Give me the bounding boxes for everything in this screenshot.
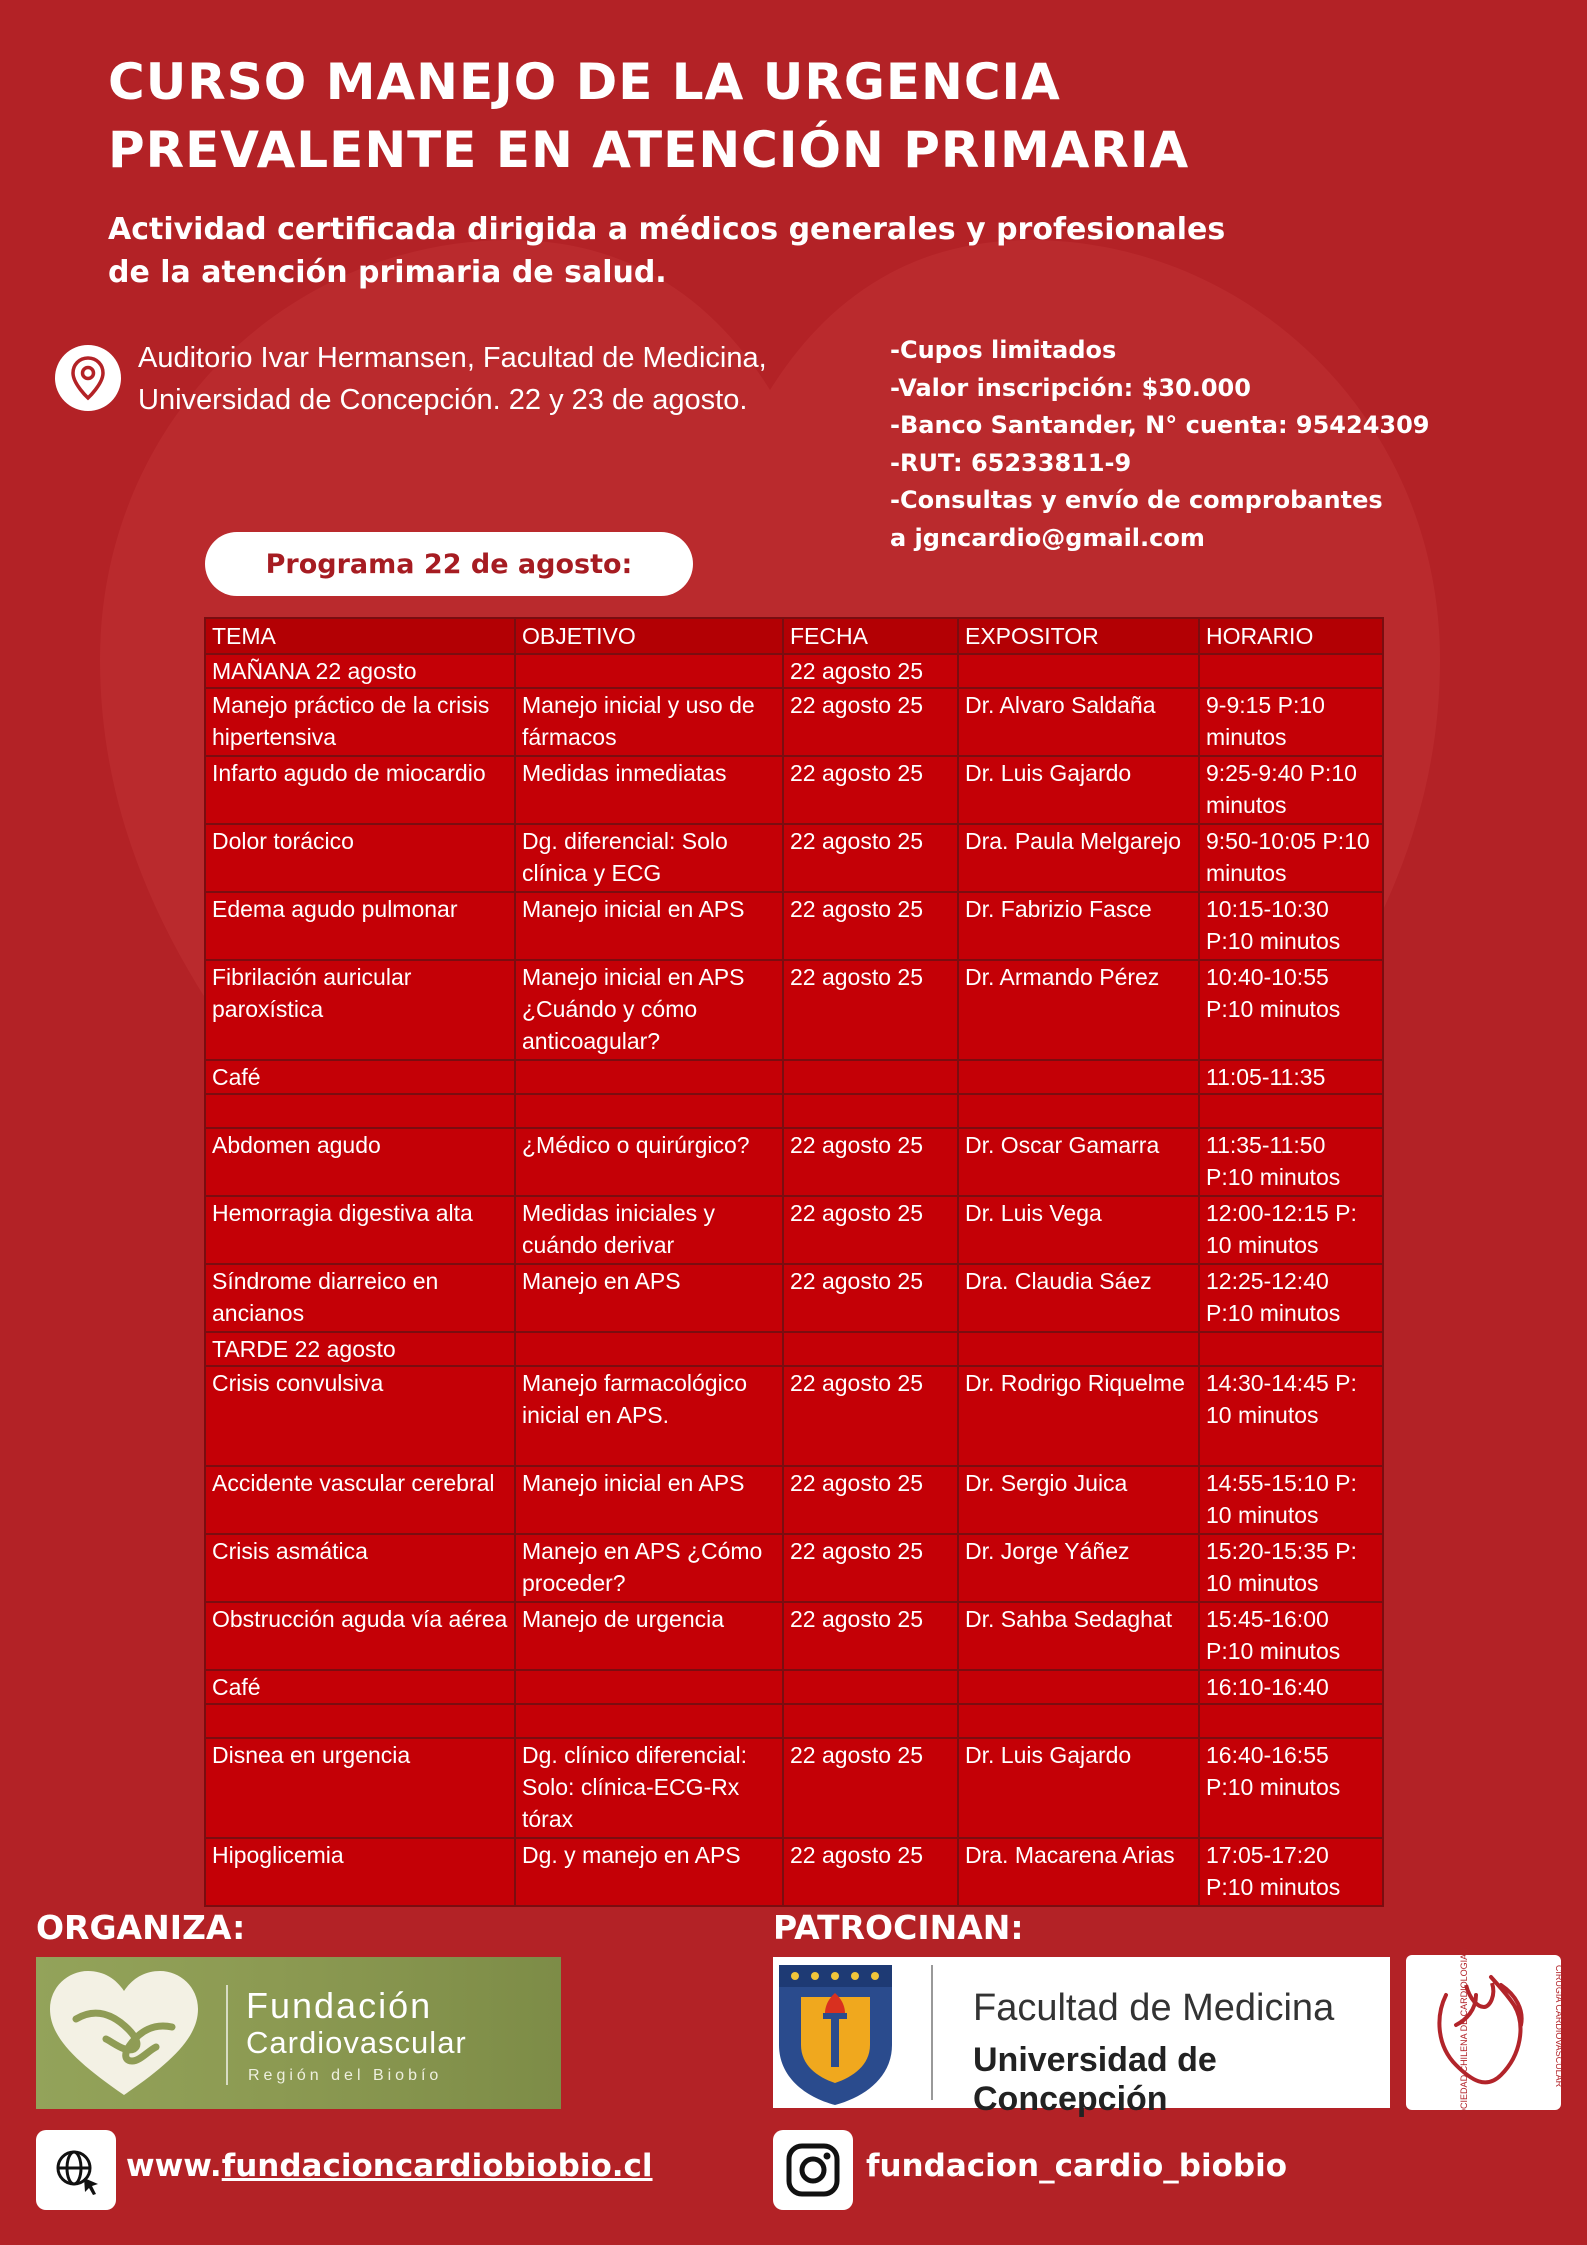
cell-tema: Edema agudo pulmonar bbox=[205, 892, 515, 960]
udec-faculty: Facultad de Medicina bbox=[973, 1987, 1335, 2029]
cell-objetivo: Manejo inicial en APS bbox=[515, 1466, 783, 1534]
table-row bbox=[205, 1196, 1383, 1264]
cell-tema: Manejo práctico de la crisis hipertensiva bbox=[205, 688, 515, 756]
cell-tema: Accidente vascular cerebral bbox=[205, 1466, 515, 1534]
cell-tema: Hemorragia digestiva alta bbox=[205, 1196, 515, 1264]
cell-fecha: 22 agosto 25 bbox=[783, 1602, 958, 1670]
cell-horario: 14:30-14:45 P: 10 minutos bbox=[1199, 1366, 1383, 1466]
location-pin-icon bbox=[55, 345, 121, 411]
subtitle-line-1: Actividad certificada dirigida a médicos generales y profesionales bbox=[108, 212, 1226, 247]
header-tema: TEMA bbox=[205, 618, 515, 654]
cell-tema: Crisis asmática bbox=[205, 1534, 515, 1602]
cell-expositor bbox=[958, 1704, 1199, 1738]
table-row bbox=[205, 1128, 1383, 1196]
website-prefix: www. bbox=[126, 2148, 222, 2184]
logo-divider bbox=[226, 1985, 228, 2085]
cell-horario bbox=[1199, 654, 1383, 688]
cell-tema: Síndrome diarreico en ancianos bbox=[205, 1264, 515, 1332]
table-row bbox=[205, 756, 1383, 824]
table-row bbox=[205, 1738, 1383, 1838]
cell-fecha: 22 agosto 25 bbox=[783, 688, 958, 756]
title-line-1: CURSO MANEJO DE LA URGENCIA bbox=[108, 53, 1061, 111]
cell-expositor bbox=[958, 654, 1199, 688]
cell-tema bbox=[205, 1704, 515, 1738]
cell-tema: Disnea en urgencia bbox=[205, 1738, 515, 1838]
cell-objetivo bbox=[515, 1704, 783, 1738]
cell-fecha: 22 agosto 25 bbox=[783, 1466, 958, 1534]
cell-expositor: Dr. Sergio Juica bbox=[958, 1466, 1199, 1534]
cell-fecha: 22 agosto 25 bbox=[783, 1196, 958, 1264]
cell-objetivo: Manejo de urgencia bbox=[515, 1602, 783, 1670]
website-domain: fundacioncardiobiobio.cl bbox=[221, 2148, 653, 2184]
table-row bbox=[205, 892, 1383, 960]
cell-fecha: 22 agosto 25 bbox=[783, 1838, 958, 1906]
cell-tema: Café bbox=[205, 1670, 515, 1704]
cell-expositor bbox=[958, 1060, 1199, 1094]
cell-fecha: 22 agosto 25 bbox=[783, 960, 958, 1060]
cell-tema: MAÑANA 22 agosto bbox=[205, 654, 515, 688]
cell-horario: 12:25-12:40 P:10 minutos bbox=[1199, 1264, 1383, 1332]
cell-fecha: 22 agosto 25 bbox=[783, 756, 958, 824]
cell-expositor bbox=[958, 1332, 1199, 1366]
cell-fecha bbox=[783, 1670, 958, 1704]
table-row bbox=[205, 960, 1383, 1060]
cell-horario bbox=[1199, 1704, 1383, 1738]
fundacion-cardiovascular-logo bbox=[36, 1957, 561, 2109]
cell-horario bbox=[1199, 1332, 1383, 1366]
program-date-label: Programa 22 de agosto: bbox=[205, 532, 693, 596]
table-row-spacer bbox=[205, 1094, 1383, 1128]
cell-objetivo bbox=[515, 1670, 783, 1704]
info-line: -RUT: 65233811-9 bbox=[890, 448, 1132, 477]
table-row bbox=[205, 824, 1383, 892]
table-row bbox=[205, 1670, 1383, 1704]
fundacion-name-line-2: Cardiovascular bbox=[246, 2025, 467, 2060]
cell-objetivo: Dg. diferencial: Solo clínica y ECG bbox=[515, 824, 783, 892]
cell-horario: 10:15-10:30 P:10 minutos bbox=[1199, 892, 1383, 960]
location-line-1: Auditorio Ivar Hermansen, Facultad de Medicina, bbox=[138, 342, 767, 374]
cell-objetivo: Manejo inicial en APS ¿Cuándo y cómo anticoagular? bbox=[515, 960, 783, 1060]
table-row bbox=[205, 1838, 1383, 1906]
info-line: -Cupos limitados bbox=[890, 336, 1117, 364]
cell-tema: TARDE 22 agosto bbox=[205, 1332, 515, 1366]
table-row bbox=[205, 654, 1383, 688]
cell-tema: Crisis convulsiva bbox=[205, 1366, 515, 1466]
sochicar-text-a: SOCIEDAD CHILENA DE CARDIOLOGIA Y bbox=[1458, 1946, 1469, 2122]
cell-horario: 14:55-15:10 P: 10 minutos bbox=[1199, 1466, 1383, 1534]
registration-info bbox=[890, 332, 1570, 557]
patrocinan-label: PATROCINAN: bbox=[773, 1908, 1024, 1947]
course-title bbox=[108, 48, 1189, 184]
sochicar-logo bbox=[1406, 1946, 1565, 2122]
cell-expositor: Dr. Fabrizio Fasce bbox=[958, 892, 1199, 960]
cell-expositor: Dr. Alvaro Saldaña bbox=[958, 688, 1199, 756]
cell-objetivo: Dg. y manejo en APS bbox=[515, 1838, 783, 1906]
website-link[interactable] bbox=[126, 2148, 653, 2184]
cell-objetivo: Medidas inmediatas bbox=[515, 756, 783, 824]
fundacion-region: Región del Biobío bbox=[248, 2067, 443, 2084]
cell-tema bbox=[205, 1094, 515, 1128]
cell-objetivo: Medidas iniciales y cuándo derivar bbox=[515, 1196, 783, 1264]
header-horario: HORARIO bbox=[1199, 618, 1383, 654]
course-subtitle bbox=[108, 208, 1258, 294]
cell-fecha: 22 agosto 25 bbox=[783, 1264, 958, 1332]
heart-outline-icon bbox=[1406, 1955, 1561, 2110]
cell-horario: 10:40-10:55 P:10 minutos bbox=[1199, 960, 1383, 1060]
cell-expositor: Dr. Rodrigo Riquelme bbox=[958, 1366, 1199, 1466]
cell-tema: Hipoglicemia bbox=[205, 1838, 515, 1906]
info-line: -Valor inscripción: $30.000 bbox=[890, 373, 1251, 402]
cell-horario: 11:05-11:35 bbox=[1199, 1060, 1383, 1094]
info-line-email: a jgncardio@gmail.com bbox=[890, 523, 1205, 552]
cell-horario: 9:25-9:40 P:10 minutos bbox=[1199, 756, 1383, 824]
cell-expositor: Dr. Luis Gajardo bbox=[958, 1738, 1199, 1838]
udec-university: Universidad de Concepción bbox=[973, 2041, 1217, 2118]
info-line: -Banco Santander, N° cuenta: 95424309 bbox=[890, 411, 1430, 439]
table-row bbox=[205, 688, 1383, 756]
info-line: -Consultas y envío de comprobantes bbox=[890, 486, 1383, 514]
instagram-icon bbox=[773, 2130, 853, 2210]
web-globe-icon bbox=[36, 2130, 116, 2210]
cell-horario: 12:00-12:15 P: 10 minutos bbox=[1199, 1196, 1383, 1264]
header-objetivo: OBJETIVO bbox=[515, 618, 783, 654]
table-row-spacer bbox=[205, 1704, 1383, 1738]
table-row bbox=[205, 1264, 1383, 1332]
cell-objetivo: Manejo inicial en APS bbox=[515, 892, 783, 960]
location-line-2: Universidad de Concepción. 22 y 23 de agosto. bbox=[138, 384, 748, 416]
heart-hands-icon bbox=[36, 1957, 211, 2109]
cell-horario: 15:45-16:00 P:10 minutos bbox=[1199, 1602, 1383, 1670]
table-row bbox=[205, 1466, 1383, 1534]
cell-tema: Abdomen agudo bbox=[205, 1128, 515, 1196]
cell-fecha: 22 agosto 25 bbox=[783, 892, 958, 960]
cell-fecha bbox=[783, 1704, 958, 1738]
cell-horario: 11:35-11:50 P:10 minutos bbox=[1199, 1128, 1383, 1196]
cell-fecha: 22 agosto 25 bbox=[783, 1534, 958, 1602]
instagram-handle[interactable]: fundacion_cardio_biobio bbox=[866, 2148, 1288, 2184]
udec-shield-icon bbox=[773, 1957, 898, 2108]
cell-objetivo bbox=[515, 654, 783, 688]
cell-objetivo: Manejo inicial y uso de fármacos bbox=[515, 688, 783, 756]
cell-horario: 15:20-15:35 P: 10 minutos bbox=[1199, 1534, 1383, 1602]
table-row bbox=[205, 1534, 1383, 1602]
cell-objetivo: ¿Médico o quirúrgico? bbox=[515, 1128, 783, 1196]
cell-expositor: Dr. Oscar Gamarra bbox=[958, 1128, 1199, 1196]
cell-fecha: 22 agosto 25 bbox=[783, 1128, 958, 1196]
logo-separator bbox=[931, 1965, 933, 2100]
cell-tema: Café bbox=[205, 1060, 515, 1094]
subtitle-line-2: de la atención primaria de salud. bbox=[108, 255, 667, 290]
program-schedule-table bbox=[204, 617, 1384, 1907]
organiza-label: ORGANIZA: bbox=[36, 1908, 246, 1947]
cell-tema: Obstrucción aguda vía aérea bbox=[205, 1602, 515, 1670]
cell-expositor: Dr. Luis Gajardo bbox=[958, 756, 1199, 824]
cell-fecha bbox=[783, 1094, 958, 1128]
cell-horario: 16:10-16:40 bbox=[1199, 1670, 1383, 1704]
cell-objetivo: Manejo en APS bbox=[515, 1264, 783, 1332]
sochicar-text-b: CIRUGIA CARDIOVASCULAR bbox=[1554, 1964, 1565, 2088]
cell-expositor bbox=[958, 1094, 1199, 1128]
table-row bbox=[205, 1332, 1383, 1366]
cell-fecha bbox=[783, 1332, 958, 1366]
header-fecha: FECHA bbox=[783, 618, 958, 654]
table-row bbox=[205, 1060, 1383, 1094]
cell-expositor: Dr. Sahba Sedaghat bbox=[958, 1602, 1199, 1670]
cell-expositor: Dra. Paula Melgarejo bbox=[958, 824, 1199, 892]
table-row bbox=[205, 1602, 1383, 1670]
cell-expositor: Dra. Macarena Arias bbox=[958, 1838, 1199, 1906]
event-location bbox=[138, 337, 838, 421]
cell-objetivo: Dg. clínico diferencial: Solo: clínica-ECG-Rx tórax bbox=[515, 1738, 783, 1838]
header-expositor: EXPOSITOR bbox=[958, 618, 1199, 654]
cell-expositor: Dra. Claudia Sáez bbox=[958, 1264, 1199, 1332]
cell-fecha: 22 agosto 25 bbox=[783, 824, 958, 892]
cell-objetivo: Manejo en APS ¿Cómo proceder? bbox=[515, 1534, 783, 1602]
table-row bbox=[205, 1366, 1383, 1466]
cell-horario: 16:40-16:55 P:10 minutos bbox=[1199, 1738, 1383, 1838]
fundacion-name-line-1: Fundación bbox=[246, 1985, 433, 2026]
cell-fecha: 22 agosto 25 bbox=[783, 1738, 958, 1838]
cell-tema: Dolor torácico bbox=[205, 824, 515, 892]
cell-tema: Fibrilación auricular paroxística bbox=[205, 960, 515, 1060]
cell-horario: 17:05-17:20 P:10 minutos bbox=[1199, 1838, 1383, 1906]
cell-tema: Infarto agudo de miocardio bbox=[205, 756, 515, 824]
cell-expositor: Dr. Luis Vega bbox=[958, 1196, 1199, 1264]
cell-expositor: Dr. Jorge Yáñez bbox=[958, 1534, 1199, 1602]
cell-fecha: 22 agosto 25 bbox=[783, 654, 958, 688]
cell-objetivo bbox=[515, 1094, 783, 1128]
cell-horario bbox=[1199, 1094, 1383, 1128]
title-line-2: PREVALENTE EN ATENCIÓN PRIMARIA bbox=[108, 121, 1190, 179]
cell-horario: 9:50-10:05 P:10 minutos bbox=[1199, 824, 1383, 892]
cell-fecha bbox=[783, 1060, 958, 1094]
cell-objetivo: Manejo farmacológico inicial en APS. bbox=[515, 1366, 783, 1466]
table-header-row bbox=[205, 618, 1383, 654]
cell-horario: 9-9:15 P:10 minutos bbox=[1199, 688, 1383, 756]
cell-fecha: 22 agosto 25 bbox=[783, 1366, 958, 1466]
cell-objetivo bbox=[515, 1332, 783, 1366]
cell-expositor bbox=[958, 1670, 1199, 1704]
cell-objetivo bbox=[515, 1060, 783, 1094]
udec-medicina-logo bbox=[773, 1957, 1390, 2118]
cell-expositor: Dr. Armando Pérez bbox=[958, 960, 1199, 1060]
